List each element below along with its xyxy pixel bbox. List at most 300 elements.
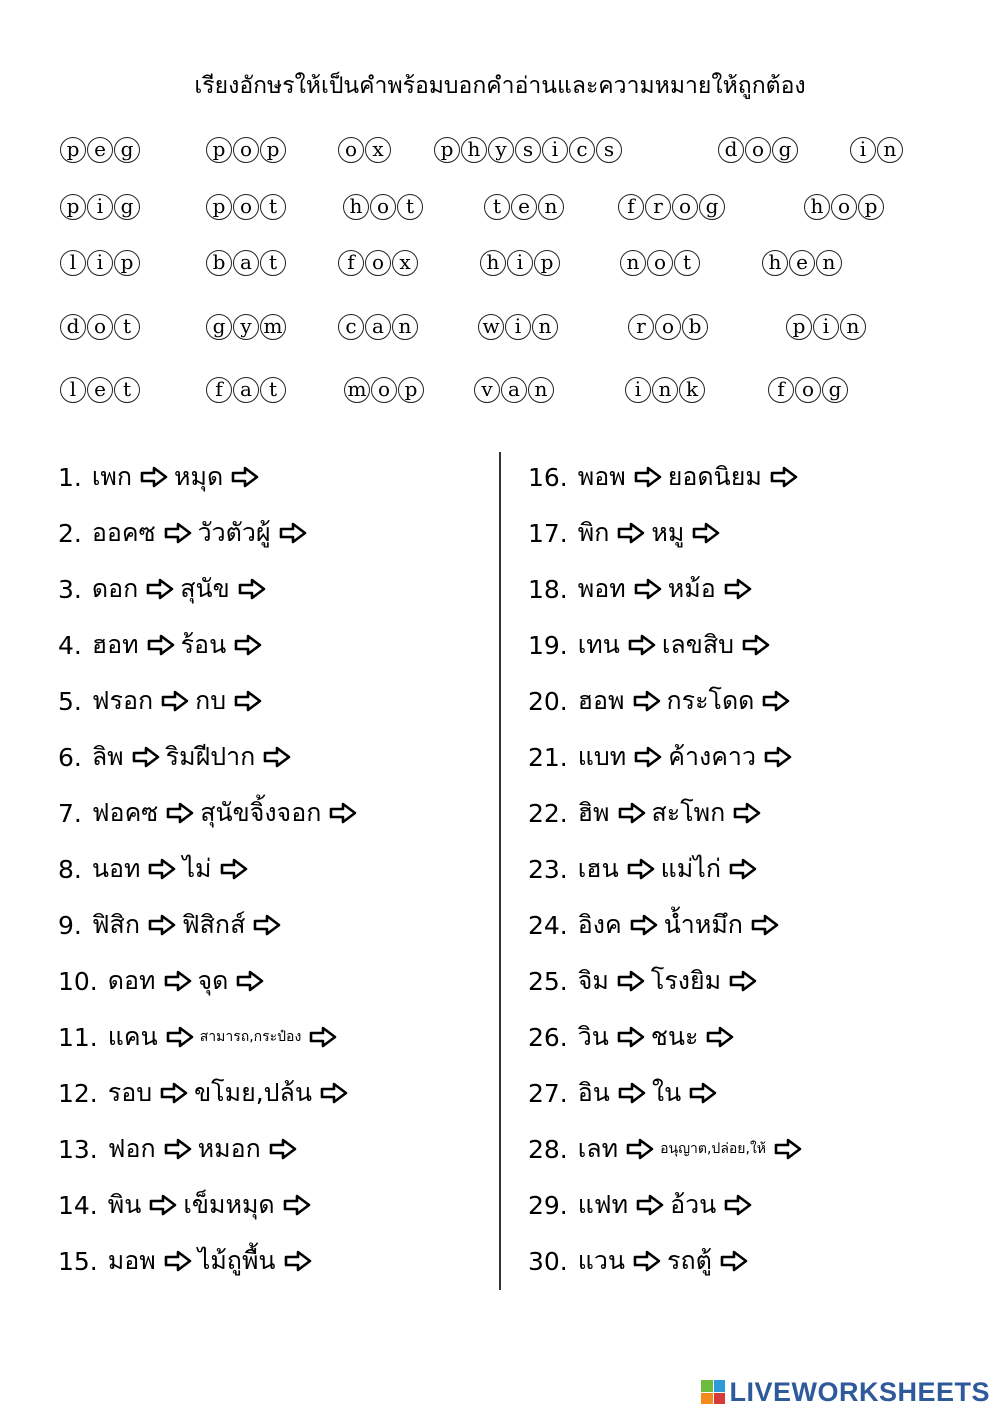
circled-letter: y [488,137,514,163]
circled-letter: o [233,194,259,220]
scrambled-word [60,250,141,276]
thai-meaning: ค้างคาว [668,742,757,771]
brand-logo-icon [701,1380,725,1404]
thai-meaning: รถตู้ [667,1246,712,1275]
arrow-right-icon [764,746,792,768]
arrow-right-icon [729,858,757,880]
arrow-right-icon [166,802,194,824]
vocab-item [58,679,262,723]
arrow-right-icon [253,914,281,936]
arrow-right-icon [147,634,175,656]
circled-letter: p [60,194,86,220]
circled-letter: p [260,137,286,163]
item-number: 1. [58,462,82,492]
circled-letter: t [484,194,510,220]
arrow-right-icon [149,1194,177,1216]
arrow-right-icon [630,914,658,936]
vocab-item [58,903,281,947]
circled-letter: f [338,250,364,276]
thai-reading: มอพ [107,1246,156,1275]
scrambled-word [338,314,419,340]
word-bank-row [60,194,960,234]
scrambled-word [206,137,287,163]
circled-letter: i [542,137,568,163]
arrow-right-icon [618,1082,646,1104]
item-number: 23. [528,854,568,884]
circled-letter: a [233,377,259,403]
arrow-right-icon [164,522,192,544]
circled-letter: g [114,137,140,163]
arrow-right-icon [733,802,761,824]
thai-reading: เพก [91,462,133,491]
arrow-right-icon [329,802,357,824]
scrambled-word [206,314,287,340]
circled-letter: i [813,314,839,340]
vocab-item [528,791,761,835]
arrow-right-icon [729,970,757,992]
vocab-item [528,679,790,723]
item-number: 18. [528,574,568,604]
circled-letter: o [655,314,681,340]
scrambled-word [206,377,287,403]
arrow-right-icon [720,1250,748,1272]
circled-letter: e [789,250,815,276]
scrambled-word [474,377,555,403]
scrambled-word [762,250,843,276]
vocab-item [58,1015,337,1059]
circled-letter: n [392,314,418,340]
liveworksheets-logo [701,1377,990,1407]
circled-letter: o [795,377,821,403]
thai-reading: นอท [91,854,141,883]
thai-reading: ฟอก [107,1134,156,1163]
thai-reading: พอพ [577,462,626,491]
circled-letter: c [338,314,364,340]
circled-letter: h [480,250,506,276]
word-bank-row [60,137,960,177]
arrow-right-icon [283,1194,311,1216]
circled-letter: p [534,250,560,276]
circled-letter: i [505,314,531,340]
column-divider [499,452,501,1290]
arrow-right-icon [774,1138,802,1160]
vocab-item [528,1015,734,1059]
arrow-right-icon [164,1138,192,1160]
circled-letter: n [652,377,678,403]
worksheet-title: เรียงอักษรให้เป็นคำพร้อมบอกคำอ่านและความหมายให้ถูกต้อง [194,73,806,99]
thai-meaning: ขโมย,ปล้น [194,1078,312,1107]
scrambled-word [478,314,559,340]
arrow-right-icon [634,466,662,488]
circled-letter: w [478,314,504,340]
scrambled-word [625,377,706,403]
scrambled-word [620,250,701,276]
circled-letter: k [679,377,705,403]
arrow-right-icon [617,1026,645,1048]
thai-meaning: สุนัข [180,574,230,603]
circled-letter: a [365,314,391,340]
scrambled-word [206,194,287,220]
vocab-item [58,1239,312,1283]
scrambled-word [60,194,141,220]
item-number: 16. [528,462,568,492]
circled-letter: n [620,250,646,276]
arrow-right-icon [633,690,661,712]
circled-letter: p [434,137,460,163]
vocab-item [58,959,264,1003]
circled-letter: s [596,137,622,163]
arrow-right-icon [236,970,264,992]
thai-reading: เลท [577,1134,619,1163]
item-number: 4. [58,630,82,660]
item-number: 9. [58,910,82,940]
item-number: 3. [58,574,82,604]
thai-reading: ดอก [91,574,139,603]
scrambled-word [768,377,849,403]
circled-letter: g [822,377,848,403]
circled-letter: d [718,137,744,163]
thai-reading: ฟิสิก [91,910,140,939]
arrow-right-icon [762,690,790,712]
item-number: 5. [58,686,82,716]
scrambled-word [206,250,287,276]
circled-letter: t [397,194,423,220]
circled-letter: n [816,250,842,276]
thai-meaning: น้ำหมึก [663,910,743,939]
circled-letter: n [538,194,564,220]
arrow-right-icon [617,522,645,544]
circled-letter: o [365,250,391,276]
circled-letter: i [507,250,533,276]
scrambled-word [850,137,904,163]
brand-name: LIVEWORKSHEETS [729,1376,990,1407]
circled-letter: y [233,314,259,340]
item-number: 8. [58,854,82,884]
arrow-right-icon [618,802,646,824]
thai-meaning: หมอก [197,1134,261,1163]
circled-letter: g [206,314,232,340]
circled-letter: x [365,137,391,163]
thai-reading: จิม [577,966,609,995]
circled-letter: a [501,377,527,403]
circled-letter: m [344,377,370,403]
word-bank-row [60,314,960,354]
thai-reading: ดอท [107,966,156,995]
circled-letter: h [343,194,369,220]
thai-meaning: แม่ไก่ [660,854,721,883]
circled-letter: o [672,194,698,220]
item-number: 14. [58,1190,98,1220]
arrow-right-icon [626,1138,654,1160]
arrow-right-icon [284,1250,312,1272]
circled-letter: o [370,194,396,220]
thai-reading: ฮอพ [577,686,625,715]
thai-reading: ฮอท [91,630,139,659]
arrow-right-icon [636,1194,664,1216]
thai-meaning: หมุด [174,462,224,491]
scrambled-word [60,377,141,403]
arrow-right-icon [309,1026,337,1048]
arrow-right-icon [617,970,645,992]
thai-meaning: หม้อ [667,574,716,603]
circled-letter: g [772,137,798,163]
item-number: 28. [528,1134,568,1164]
circled-letter: f [206,377,232,403]
vocab-item [58,1183,311,1227]
item-number: 21. [528,742,568,772]
vocab-item [58,455,259,499]
circled-letter: a [233,250,259,276]
circled-letter: d [60,314,86,340]
circled-letter: i [625,377,651,403]
circled-letter: t [260,194,286,220]
scrambled-word [786,314,867,340]
circled-letter: f [618,194,644,220]
arrow-right-icon [164,970,192,992]
circled-letter: i [850,137,876,163]
vocab-item [528,455,798,499]
circled-letter: p [206,194,232,220]
thai-meaning: อนุญาต,ปล่อย,ให้ [660,1141,767,1157]
vocab-item [528,1127,802,1171]
item-number: 29. [528,1190,568,1220]
arrow-right-icon [279,522,307,544]
arrow-right-icon [238,578,266,600]
thai-meaning: โรงยิม [650,966,722,995]
thai-meaning: กระโดด [666,686,755,715]
scrambled-word [338,250,419,276]
circled-letter: o [647,250,673,276]
circled-letter: e [511,194,537,220]
arrow-right-icon [692,522,720,544]
scrambled-word [344,377,425,403]
vocab-item [528,735,792,779]
vocab-item [58,791,357,835]
arrow-right-icon [269,1138,297,1160]
item-number: 11. [58,1022,98,1052]
item-number: 19. [528,630,568,660]
thai-reading: ออคซ [91,518,156,547]
circled-letter: i [87,250,113,276]
thai-meaning: เข็มหมุด [183,1190,275,1219]
arrow-right-icon [751,914,779,936]
thai-reading: แฟท [577,1190,629,1219]
thai-reading: อิงค [577,910,622,939]
circled-letter: t [260,250,286,276]
circled-letter: g [699,194,725,220]
circled-letter: p [206,137,232,163]
vocab-item [58,847,248,891]
vocab-item [58,623,262,667]
thai-reading: พิก [577,518,610,547]
circled-letter: h [461,137,487,163]
circled-letter: t [674,250,700,276]
item-number: 7. [58,798,82,828]
circled-letter: o [87,314,113,340]
circled-letter: l [60,250,86,276]
thai-meaning: ไม้ถูพื้น [197,1246,276,1275]
arrow-right-icon [132,746,160,768]
arrow-right-icon [164,1250,192,1272]
circled-letter: i [87,194,113,220]
arrow-right-icon [724,578,752,600]
arrow-right-icon [140,466,168,488]
thai-meaning: ริมฝีปาก [165,742,256,771]
thai-meaning: หมู [651,518,685,547]
circled-letter: o [233,137,259,163]
vocab-item [58,511,307,555]
arrow-right-icon [633,1250,661,1272]
scrambled-word [480,250,561,276]
thai-meaning: อ้วน [670,1190,717,1219]
arrow-right-icon [148,858,176,880]
circled-letter: x [392,250,418,276]
circled-letter: t [114,377,140,403]
circled-letter: g [114,194,140,220]
thai-meaning: ร้อน [180,630,227,659]
circled-letter: n [877,137,903,163]
item-number: 30. [528,1246,568,1276]
item-number: 24. [528,910,568,940]
circled-letter: n [528,377,554,403]
circled-letter: s [515,137,541,163]
thai-reading: พอท [577,574,626,603]
thai-meaning: ใน [651,1078,682,1107]
item-number: 22. [528,798,568,828]
arrow-right-icon [770,466,798,488]
thai-reading: วิน [577,1022,609,1051]
scrambled-word [618,194,726,220]
arrow-right-icon [146,578,174,600]
circled-letter: o [371,377,397,403]
circled-letter: n [840,314,866,340]
circled-letter: v [474,377,500,403]
arrow-right-icon [706,1026,734,1048]
thai-meaning: สะโพก [651,798,726,827]
thai-reading: ฟอคซ [91,798,159,827]
arrow-right-icon [724,1194,752,1216]
vocab-item [58,735,291,779]
circled-letter: m [260,314,286,340]
thai-meaning: กบ [195,686,227,715]
arrow-right-icon [234,634,262,656]
vocab-item [58,567,266,611]
scrambled-word [60,137,141,163]
circled-letter: p [858,194,884,220]
item-number: 6. [58,742,82,772]
item-number: 17. [528,518,568,548]
thai-reading: แวน [577,1246,626,1275]
item-number: 27. [528,1078,568,1108]
circled-letter: o [745,137,771,163]
thai-reading: ฟรอก [91,686,154,715]
item-number: 2. [58,518,82,548]
arrow-right-icon [689,1082,717,1104]
arrow-right-icon [628,634,656,656]
scrambled-word [718,137,799,163]
circled-letter: l [60,377,86,403]
circled-letter: t [114,314,140,340]
thai-meaning: ฟิสิกส์ [181,910,246,939]
vocab-item [528,1071,717,1115]
item-number: 25. [528,966,568,996]
item-number: 15. [58,1246,98,1276]
circled-letter: b [682,314,708,340]
item-number: 26. [528,1022,568,1052]
scrambled-word [338,137,392,163]
vocab-item [528,623,770,667]
thai-reading: เฮน [577,854,619,883]
circled-letter: h [762,250,788,276]
vocab-item [528,1183,752,1227]
scrambled-word [484,194,565,220]
scrambled-word [60,314,141,340]
scrambled-word [804,194,885,220]
item-number: 13. [58,1134,98,1164]
circled-letter: p [60,137,86,163]
thai-reading: เทน [577,630,620,659]
item-number: 12. [58,1078,98,1108]
thai-meaning: สุนัขจิ้งจอก [200,798,322,827]
vocab-item [528,959,757,1003]
circled-letter: e [87,137,113,163]
vocab-item [528,1239,748,1283]
arrow-right-icon [320,1082,348,1104]
item-number: 20. [528,686,568,716]
circled-letter: o [831,194,857,220]
arrow-right-icon [627,858,655,880]
circled-letter: p [114,250,140,276]
vocab-item [58,1127,297,1171]
scrambled-word [434,137,623,163]
vocab-item [528,511,720,555]
arrow-right-icon [166,1026,194,1048]
circled-letter: r [645,194,671,220]
vocab-item [528,903,779,947]
arrow-right-icon [234,690,262,712]
vocab-item [58,1071,348,1115]
circled-letter: h [804,194,830,220]
arrow-right-icon [161,690,189,712]
thai-meaning: เลขสิบ [661,630,734,659]
thai-meaning: สามารถ,กระป๋อง [199,1029,302,1045]
thai-meaning: ไม่ [182,854,212,883]
thai-meaning: จุด [197,966,229,995]
circled-letter: n [532,314,558,340]
vocab-item [528,847,757,891]
circled-letter: e [87,377,113,403]
circled-letter: o [338,137,364,163]
thai-meaning: ยอดนิยม [667,462,762,491]
circled-letter: f [768,377,794,403]
arrow-right-icon [231,466,259,488]
thai-reading: ลิพ [91,742,124,771]
thai-reading: อิน [577,1078,610,1107]
thai-reading: แบท [577,742,627,771]
thai-meaning: ชนะ [650,1022,699,1051]
thai-reading: รอบ [107,1078,153,1107]
vocab-item [528,567,752,611]
scrambled-word [343,194,424,220]
arrow-right-icon [160,1082,188,1104]
arrow-right-icon [148,914,176,936]
thai-reading: แคน [107,1022,158,1051]
word-bank-row [60,250,960,290]
circled-letter: p [398,377,424,403]
circled-letter: t [260,377,286,403]
circled-letter: r [628,314,654,340]
circled-letter: b [206,250,232,276]
